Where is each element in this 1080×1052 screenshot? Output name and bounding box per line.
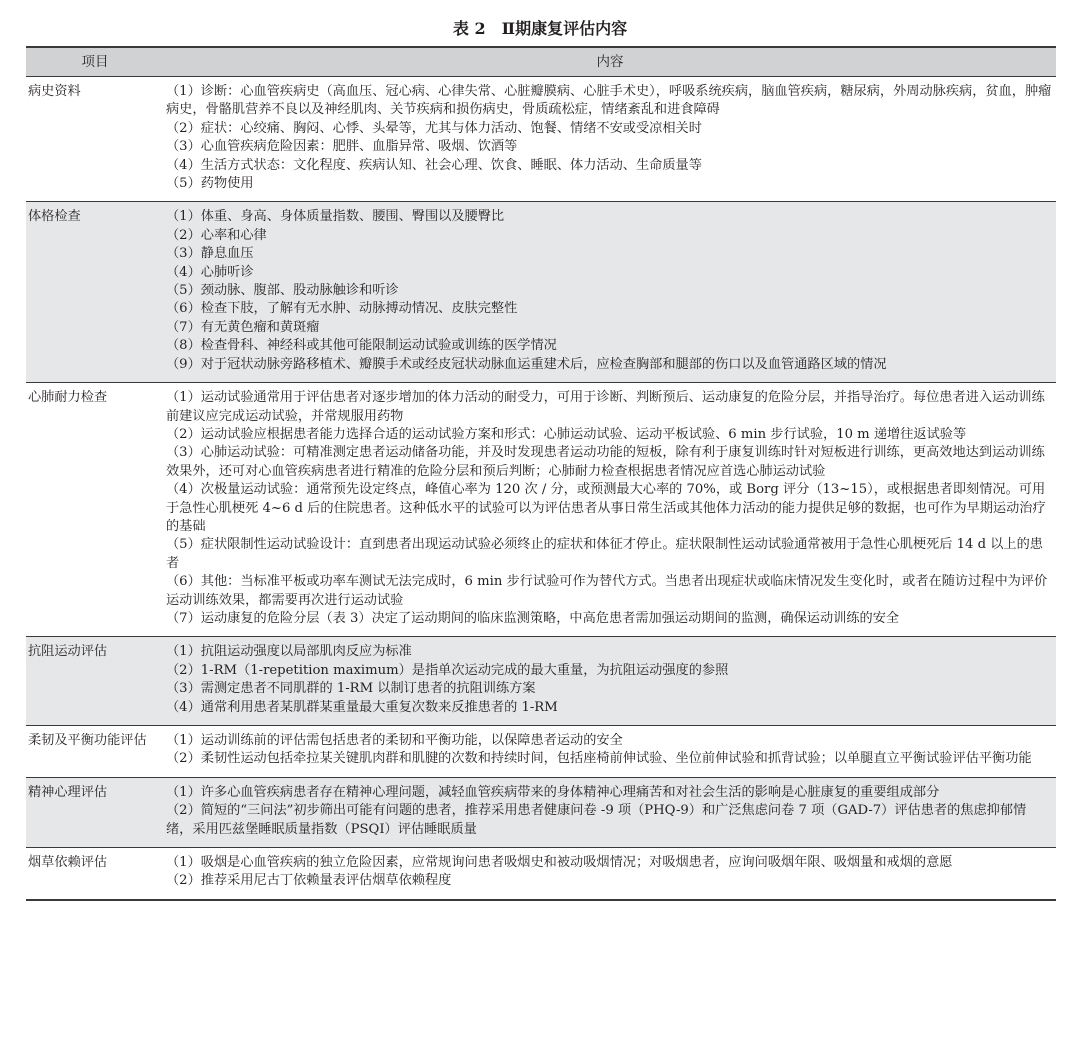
content-line: （7）有无黄色瘤和黄斑瘤 [166,319,320,335]
content-line: （1）体重、身高、身体质量指数、腰围、臀围以及腰臀比 [166,209,505,225]
table-row [26,77,1056,202]
content-line: （3）心血管疾病危险因素：肥胖、血脂异常、吸烟、饮酒等 [166,139,518,155]
table-row [26,637,1056,726]
table-row [26,848,1056,900]
table-title: 表 2 Ⅱ期康复评估内容 [452,19,628,38]
content-line: （4）通常利用患者某肌群某重量最大重复次数来反推患者的 1-RM [166,699,558,715]
row-content [164,383,1056,637]
content-line: （4）生活方式状态：文化程度、疾病认知、社会心理、饮食、睡眠、体力活动、生命质量等 [166,157,702,173]
content-line: （9）对于冠状动脉旁路移植术、瓣膜手术或经皮冠状动脉血运重建术后，应检查胸部和腿部的伤口以及血管通路区域的情况 [166,356,887,372]
row-item-label: 病史资料 [28,84,81,99]
content-line: （5）颈动脉、腹部、股动脉触诊和听诊 [166,283,399,299]
content-line: （1）运动试验通常用于评估患者对逐步增加的体力活动的耐受力，可用于诊断、判断预后、运动康复的危险分层，并指导治疗。每位患者进入运动训练前建议应完成运动试验，并常规服用药物 [166,390,1045,424]
row-content [164,202,1056,383]
content-line: （2）1-RM（1-repetition maximum）是指单次运动完成的最大重量，为抗阻运动强度的参照 [166,662,729,678]
content-line: （6）其他：当标准平板或功率车测试无法完成时，6 min 步行试验可作为替代方式。当患者出现症状或临床情况发生变化时，或者在随访过程中为评价运动训练效果，都需要再次进行运动试验 [166,574,1048,608]
header-content: 内容 [596,53,624,70]
row-content [164,777,1056,847]
content-line: （2）柔韧性运动包括牵拉某关键肌肉群和肌腱的次数和持续时间，包括座椅前伸试验、坐位前伸试验和抓背试验；以单腿直立平衡试验评估平衡功能 [166,751,1032,767]
header-item: 项目 [81,53,109,70]
content-line: （2）推荐采用尼古丁依赖量表评估烟草依赖程度 [166,873,452,889]
content-line: （1）许多心血管疾病患者存在精神心理问题，减轻血管疾病带来的身体精神心理痛苦和对社会生活的影响是心脏康复的重要组成部分 [166,784,940,800]
row-item-label: 烟草依赖评估 [28,855,108,871]
table-row [26,726,1056,778]
table-row [26,202,1056,383]
content-line: （7）运动康复的危险分层（表 3）决定了运动期间的临床监测策略，中高危患者需加强运动期间的监测，确保运动训练的安全 [166,610,900,626]
row-item-label: 精神心理评估 [28,784,108,800]
content-line: （4）次极量运动试验：通常预先设定终点，峰值心率为 120 次 / 分，或预测最大心率的 70%，或 Borg 评分（13~15），或根据患者即刻情况。可用于急性心肌梗死 4~6 d 后的住院患者。这种低水平的试验可以为评估患者从事日常生活或其他体力活动的能力提供足够的数据，也可作为早期运动治疗的基础 [166,482,1046,534]
content-line: （2）症状：心绞痛、胸闷、心悸、头晕等，尤其与体力活动、饱餐、情绪不安或受凉相关时 [166,120,702,136]
content-line: （3）静息血压 [166,246,254,262]
content-line: （3）心肺运动试验：可精准测定患者运动储备功能，并及时发现患者运动功能的短板，除有利于康复训练时针对短板进行训练，更高效地达到运动训练效果外，还可对心血管疾病患者进行精准的危险分层和预后判断；心肺耐力检查根据患者情况应首选心肺运动试验 [166,445,1045,479]
content-line: （8）检查骨科、神经科或其他可能限制运动试验或训练的医学情况 [166,338,557,354]
table-body [26,77,1056,900]
content-line: （2）心率和心律 [166,227,267,243]
assessment-table [26,46,1056,901]
content-line: （5）药物使用 [166,176,254,192]
content-line: （1）运动训练前的评估需包括患者的柔韧和平衡功能，以保障患者运动的安全 [166,733,623,748]
content-line: （2）简短的“三问法”初步筛出可能有问题的患者，推荐采用患者健康问卷 -9 项（PHQ-9）和广泛焦虑问卷 7 项（GAD-7）评估患者的焦虑抑郁情绪，采用匹兹堡睡眠质量指数（PSQI）评估睡眠质量 [166,803,1027,837]
content-line: （3）需测定患者不同肌群的 1-RM 以制订患者的抗阻训练方案 [166,681,536,697]
content-line: （6）检查下肢，了解有无水肿、动脉搏动情况、皮肤完整性 [166,301,518,317]
row-item-label: 体格检查 [28,209,81,225]
content-line: （2）运动试验应根据患者能力选择合适的运动试验方案和形式：心肺运动试验、运动平板试验、6 min 步行试验，10 m 递增往返试验等 [166,426,967,442]
row-content [164,726,1056,778]
content-line: （1）吸烟是心血管疾病的独立危险因素，应常规询问患者吸烟史和被动吸烟情况；对吸烟患者，应询问吸烟年限、吸烟量和戒烟的意愿 [166,855,953,871]
content-line: （1）诊断：心血管疾病史（高血压、冠心病、心律失常、心脏瓣膜病、心脏手术史），呼吸系统疾病，脑血管疾病，糖尿病，外周动脉疾病，贫血，肿瘤病史，骨骼肌营养不良以及神经肌肉、关节疾病和损伤病史，骨质疏松症，情绪紊乱和进食障碍 [166,84,1052,118]
row-content [164,848,1056,900]
table-row [26,777,1056,847]
row-content [164,77,1056,202]
row-item-label: 心肺耐力检查 [28,390,108,406]
content-line: （5）症状限制性运动试验设计：直到患者出现运动试验必须终止的症状和体征才停止。症状限制性运动试验通常被用于急性心肌梗死后 14 d 以上的患者 [166,537,1043,571]
row-item-label: 柔韧及平衡功能评估 [28,733,147,748]
content-line: （4）心肺听诊 [166,264,254,280]
table-header-row [26,47,1056,77]
row-item-label: 抗阻运动评估 [28,644,108,660]
row-content [164,637,1056,726]
table-row [26,383,1056,637]
content-line: （1）抗阻运动强度以局部肌肉反应为标准 [166,644,412,660]
